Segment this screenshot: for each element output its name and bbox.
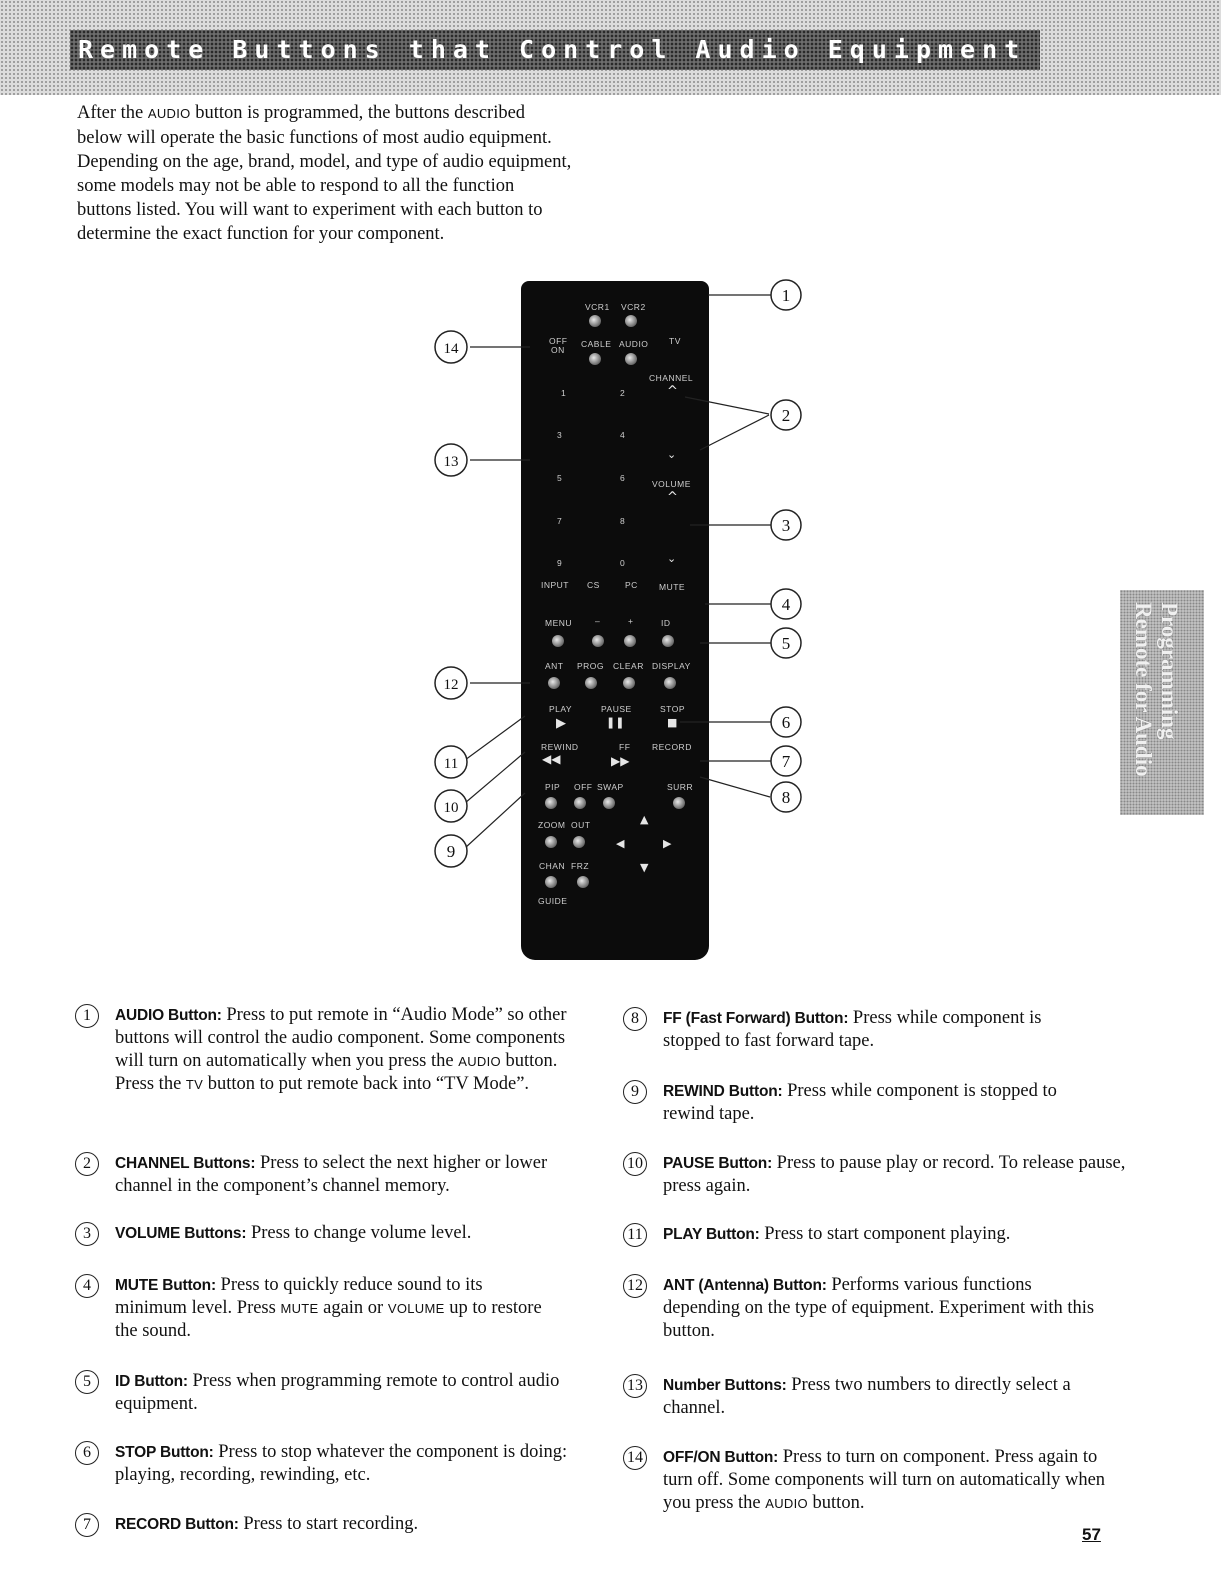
callout-number-11: 11 <box>443 756 459 772</box>
remote-clear-label: CLEAR <box>613 661 644 671</box>
remote-cable-label: CABLE <box>581 339 612 349</box>
remote-vcr1-label: VCR1 <box>585 302 610 312</box>
rewind-icon[interactable]: ◀◀ <box>542 752 561 766</box>
leader-line-10 <box>465 752 525 803</box>
remote-pip-label: PIP <box>545 782 561 792</box>
callout-number-4: 4 <box>781 595 791 614</box>
desc-number: 9 <box>623 1080 647 1104</box>
pause-icon[interactable]: ❚❚ <box>606 716 625 729</box>
callout-number-8: 8 <box>781 788 791 807</box>
arrow-right-icon[interactable]: ▶ <box>663 837 672 850</box>
remote-pause-label: PAUSE <box>601 704 632 714</box>
callout-number-10: 10 <box>443 800 459 816</box>
desc-text: button to put remote back into “TV Mode”. <box>203 1074 530 1094</box>
remote-pip-off-label: OFF <box>574 782 593 792</box>
callout-number-1: 1 <box>781 286 791 305</box>
digit-1[interactable]: 1 <box>561 388 567 398</box>
desc-text: button. Press the <box>115 1051 558 1094</box>
arrow-up-icon[interactable]: ▲ <box>640 813 649 826</box>
callout-number-9: 9 <box>446 842 456 861</box>
desc-label: PAUSE Button: <box>663 1155 773 1172</box>
callout-circles <box>435 280 801 867</box>
desc-number: 13 <box>623 1374 647 1398</box>
desc-label: OFF/ON Button: <box>663 1449 779 1466</box>
remote-plus-label: + <box>628 616 634 626</box>
intro-post: button is programmed, the buttons described below will operate the basic functions of most audio equipment. Depending on the age, brand, model, and type of audio equipment, some models may not be able to respond to all the function buttons listed. You will want to experiment with each button to determine the exact function for your component. <box>77 103 572 244</box>
intro-audio-word: AUDIO <box>147 106 191 121</box>
desc-text: Press to pause play or record. To release pause, press again. <box>663 1153 1126 1196</box>
fast-forward-icon[interactable]: ▶▶ <box>611 754 630 768</box>
desc-label: ID Button: <box>115 1373 188 1390</box>
leader-line-9 <box>465 793 525 848</box>
callout-number-14: 14 <box>443 341 459 357</box>
desc-smallcaps: VOLUME <box>387 1301 445 1316</box>
desc-number: 14 <box>623 1446 647 1470</box>
callout-number-12: 12 <box>443 677 459 693</box>
remote-channel-label: CHANNEL <box>649 373 694 383</box>
remote-play-label: PLAY <box>549 704 573 714</box>
description-14 <box>623 1446 1143 1521</box>
callout-number-2: 2 <box>781 406 791 425</box>
side-tab-line2: Remote for Audio <box>1131 602 1156 777</box>
desc-text: Press to change volume level. <box>250 1223 472 1243</box>
remote-off-label: OFF <box>549 336 568 346</box>
desc-number: 8 <box>623 1007 647 1031</box>
digit-5[interactable]: 5 <box>557 473 563 483</box>
remote-menu-label: MENU <box>545 618 573 628</box>
remote-chan-label: CHAN <box>539 861 566 871</box>
remote-ant-label: ANT <box>545 661 564 671</box>
desc-text: Press while component is stopped to fast forward tape. <box>663 1008 1042 1051</box>
description-2 <box>75 1152 575 1202</box>
desc-text: Press while component is stopped to rewind tape. <box>663 1081 1057 1124</box>
desc-text: Press when programming remote to control audio equipment. <box>115 1371 560 1414</box>
side-tab-line1: Programming <box>1157 602 1182 740</box>
digit-6[interactable]: 6 <box>620 473 626 483</box>
callout-number-7: 7 <box>781 752 791 771</box>
remote-zoom-out-label: OUT <box>571 820 591 830</box>
desc-smallcaps: TV <box>185 1077 204 1092</box>
remote-minus-label: – <box>595 616 601 626</box>
remote-cs-label[interactable]: CS <box>587 580 600 590</box>
callout-number-13: 13 <box>443 454 459 470</box>
callout-lines <box>465 295 773 848</box>
description-10 <box>623 1152 1143 1202</box>
desc-label: Number Buttons: <box>663 1377 787 1394</box>
description-11 <box>623 1223 1143 1253</box>
leader-line-2b <box>700 415 769 450</box>
desc-number: 11 <box>623 1223 647 1247</box>
desc-label: STOP Button: <box>115 1444 214 1461</box>
remote-mute-label[interactable]: MUTE <box>659 582 686 592</box>
digit-8[interactable]: 8 <box>620 516 626 526</box>
stop-icon[interactable]: ■ <box>667 716 678 729</box>
desc-number: 3 <box>75 1222 99 1246</box>
desc-number: 6 <box>75 1441 99 1465</box>
desc-text: again or <box>318 1298 388 1318</box>
remote-on-label: ON <box>551 345 565 355</box>
desc-number: 1 <box>75 1004 99 1028</box>
remote-volume-label: VOLUME <box>652 479 691 489</box>
desc-label: REWIND Button: <box>663 1083 783 1100</box>
description-8 <box>623 1007 1143 1057</box>
remote-pc-label[interactable]: PC <box>625 580 638 590</box>
desc-label: MUTE Button: <box>115 1277 216 1294</box>
desc-smallcaps: AUDIO <box>458 1054 501 1069</box>
digit-7[interactable]: 7 <box>557 516 563 526</box>
desc-number: 4 <box>75 1274 99 1298</box>
desc-text: Press to start component playing. <box>764 1224 1011 1244</box>
description-4 <box>75 1274 575 1349</box>
description-3 <box>75 1222 575 1252</box>
desc-label: RECORD Button: <box>115 1516 239 1533</box>
digit-9[interactable]: 9 <box>557 558 563 568</box>
leader-line-2a <box>685 397 769 414</box>
desc-text: Press to select the next higher or lower channel in the component’s channel memory. <box>115 1153 548 1196</box>
volume-up-icon[interactable]: ^ <box>667 490 678 505</box>
desc-label: AUDIO Button: <box>115 1007 222 1024</box>
intro-pre: After the <box>77 103 148 123</box>
arrow-left-icon[interactable]: ◀ <box>616 837 625 850</box>
channel-down-icon[interactable]: ⌄ <box>667 448 677 461</box>
leader-line-11 <box>465 716 525 760</box>
desc-label: FF (Fast Forward) Button: <box>663 1010 849 1027</box>
remote-frz-label: FRZ <box>571 861 590 871</box>
leader-line-8 <box>700 777 770 797</box>
desc-number: 5 <box>75 1370 99 1394</box>
desc-text: up to restore the sound. <box>115 1298 542 1341</box>
desc-number: 10 <box>623 1152 647 1176</box>
desc-label: ANT (Antenna) Button: <box>663 1277 827 1294</box>
page-title: Remote Buttons that Control Audio Equipment <box>70 30 1040 70</box>
digit-3[interactable]: 3 <box>557 430 563 440</box>
remote-zoom-label: ZOOM <box>538 820 566 830</box>
remote-vcr2-label: VCR2 <box>621 302 646 312</box>
callout-number-5: 5 <box>781 634 791 653</box>
desc-label: VOLUME Buttons: <box>115 1225 247 1242</box>
remote-input-label[interactable]: INPUT <box>541 580 569 590</box>
remote-id-label: ID <box>661 618 671 628</box>
callout-number-3: 3 <box>781 516 791 535</box>
arrow-down-icon[interactable]: ▼ <box>640 861 649 874</box>
desc-text: button. <box>807 1493 865 1513</box>
desc-text: Press two numbers to directly select a channel. <box>663 1375 1071 1418</box>
description-9 <box>623 1080 1143 1130</box>
play-icon[interactable]: ▶ <box>556 716 566 731</box>
remote-guide-label[interactable]: GUIDE <box>538 896 568 906</box>
description-5 <box>75 1370 575 1420</box>
desc-smallcaps: MUTE <box>280 1301 319 1316</box>
callout-number-6: 6 <box>781 713 791 732</box>
digit-4[interactable]: 4 <box>620 430 626 440</box>
description-6 <box>75 1441 575 1491</box>
desc-smallcaps: AUDIO <box>765 1496 808 1511</box>
desc-text: Press to turn on component. Press again to turn off. Some components will turn on automatically when you press the <box>663 1447 1106 1513</box>
remote-prog-label: PROG <box>577 661 605 671</box>
desc-text: Press to put remote in “Audio Mode” so other buttons will control the audio component. Some components will turn on automatically when you press the <box>115 1005 567 1071</box>
desc-number: 2 <box>75 1152 99 1176</box>
channel-up-icon[interactable]: ^ <box>667 384 678 399</box>
description-13 <box>623 1374 1143 1424</box>
description-7 <box>75 1513 575 1543</box>
desc-text: Performs various functions depending on the type of equipment. Experiment with this button. <box>663 1275 1095 1341</box>
remote-display-label: DISPLAY <box>652 661 691 671</box>
remote-swap-label: SWAP <box>597 782 624 792</box>
desc-text: Press to start recording. <box>243 1514 419 1534</box>
page-number: 57 <box>1082 1525 1101 1544</box>
digit-2[interactable]: 2 <box>620 388 626 398</box>
volume-down-icon[interactable]: ⌄ <box>667 552 677 565</box>
remote-tv-label: TV <box>669 336 681 346</box>
description-12 <box>623 1274 1143 1349</box>
remote-audio-label: AUDIO <box>619 339 649 349</box>
remote-rewind-label: REWIND <box>541 742 579 752</box>
description-1 <box>75 1004 575 1124</box>
remote-ff-label: FF <box>619 742 631 752</box>
remote-stop-label: STOP <box>660 704 685 714</box>
remote-record-label: RECORD <box>652 742 692 752</box>
desc-number: 12 <box>623 1274 647 1298</box>
remote-surr-label: SURR <box>667 782 694 792</box>
desc-number: 7 <box>75 1513 99 1537</box>
desc-text: Press to quickly reduce sound to its minimum level. Press <box>115 1275 483 1318</box>
desc-label: PLAY Button: <box>663 1226 760 1243</box>
digit-0[interactable]: 0 <box>620 558 626 568</box>
desc-label: CHANNEL Buttons: <box>115 1155 256 1172</box>
desc-text: Press to stop whatever the component is doing: playing, recording, rewinding, etc. <box>115 1442 568 1485</box>
